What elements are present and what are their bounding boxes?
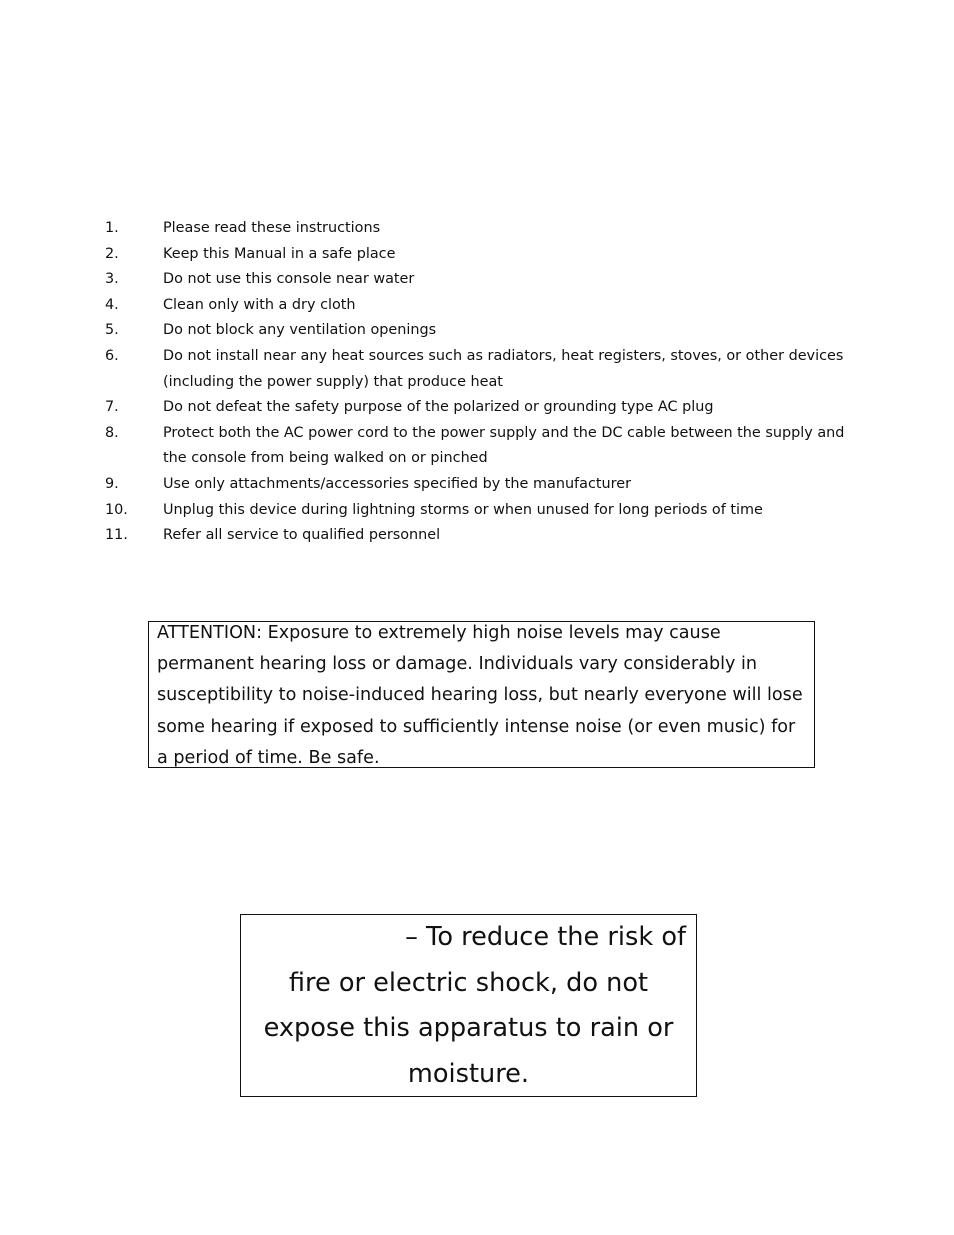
warning-line-3: expose this apparatus to rain or: [263, 1013, 674, 1044]
instruction-text: Do not block any ventilation openings: [163, 322, 437, 339]
warning-line-2: fire or electric shock, do not: [288, 967, 649, 998]
instruction-number: 9.: [105, 475, 119, 492]
instruction-number: 6.: [105, 347, 119, 364]
instruction-number: 1.: [105, 220, 119, 236]
instruction-text: Use only attachments/accessories specified by the manufacturer: [163, 475, 631, 492]
instruction-item-10: [105, 498, 865, 524]
instruction-item-7: [105, 395, 865, 421]
hearing-loss-attention-box: [148, 621, 815, 768]
instruction-number: 4.: [105, 296, 119, 313]
instruction-number: 8.: [105, 424, 119, 441]
warning-line-4: moisture.: [407, 1058, 530, 1089]
instruction-item-11: [105, 523, 865, 549]
instruction-number: 7.: [105, 399, 119, 416]
instruction-text: Unplug this device during lightning storms or when unused for long periods of time: [163, 501, 763, 518]
instruction-text: Please read these instructions: [163, 220, 381, 236]
instruction-item-8: [105, 421, 865, 472]
instruction-number: 5.: [105, 322, 119, 339]
instruction-item-9: [105, 472, 865, 498]
instruction-number: 2.: [105, 245, 119, 262]
instruction-item-1: [105, 216, 865, 242]
instruction-text: Do not use this console near water: [163, 271, 415, 288]
instruction-number: 3.: [105, 271, 119, 288]
instruction-item-3: [105, 267, 865, 293]
instruction-item-4: [105, 293, 865, 319]
attention-notice-text: ATTENTION: Exposure to extremely high noise levels may cause permanent hearing loss or damage. Individuals vary considerably in susceptibility to noise-induced hearing loss, but nearly everyone will lose some hearing if exposed to sufficiently intense noise (or even music) for a period of time. Be safe.: [157, 623, 803, 768]
instruction-item-6: [105, 344, 865, 395]
instruction-text: Keep this Manual in a safe place: [163, 245, 396, 262]
instruction-item-2: [105, 242, 865, 268]
instruction-number: 10.: [105, 501, 128, 518]
instruction-text: Do not defeat the safety purpose of the polarized or grounding type AC plug: [163, 399, 714, 416]
electric-shock-warning-box: [240, 914, 697, 1097]
instruction-text: Protect both the AC power cord to the power supply and the DC cable between the supply and the console from being walked on or pinched: [163, 424, 845, 467]
instruction-number: 11.: [105, 527, 128, 544]
instruction-item-5: [105, 318, 865, 344]
warning-line-1: – To reduce the risk of: [405, 922, 686, 952]
instruction-text: Refer all service to qualified personnel: [163, 527, 441, 544]
instruction-text: Clean only with a dry cloth: [163, 296, 356, 313]
instruction-text: Do not install near any heat sources such as radiators, heat registers, stoves, or other devices (including the power supply) that produce heat: [163, 347, 844, 390]
safety-instructions-list: [105, 216, 865, 549]
